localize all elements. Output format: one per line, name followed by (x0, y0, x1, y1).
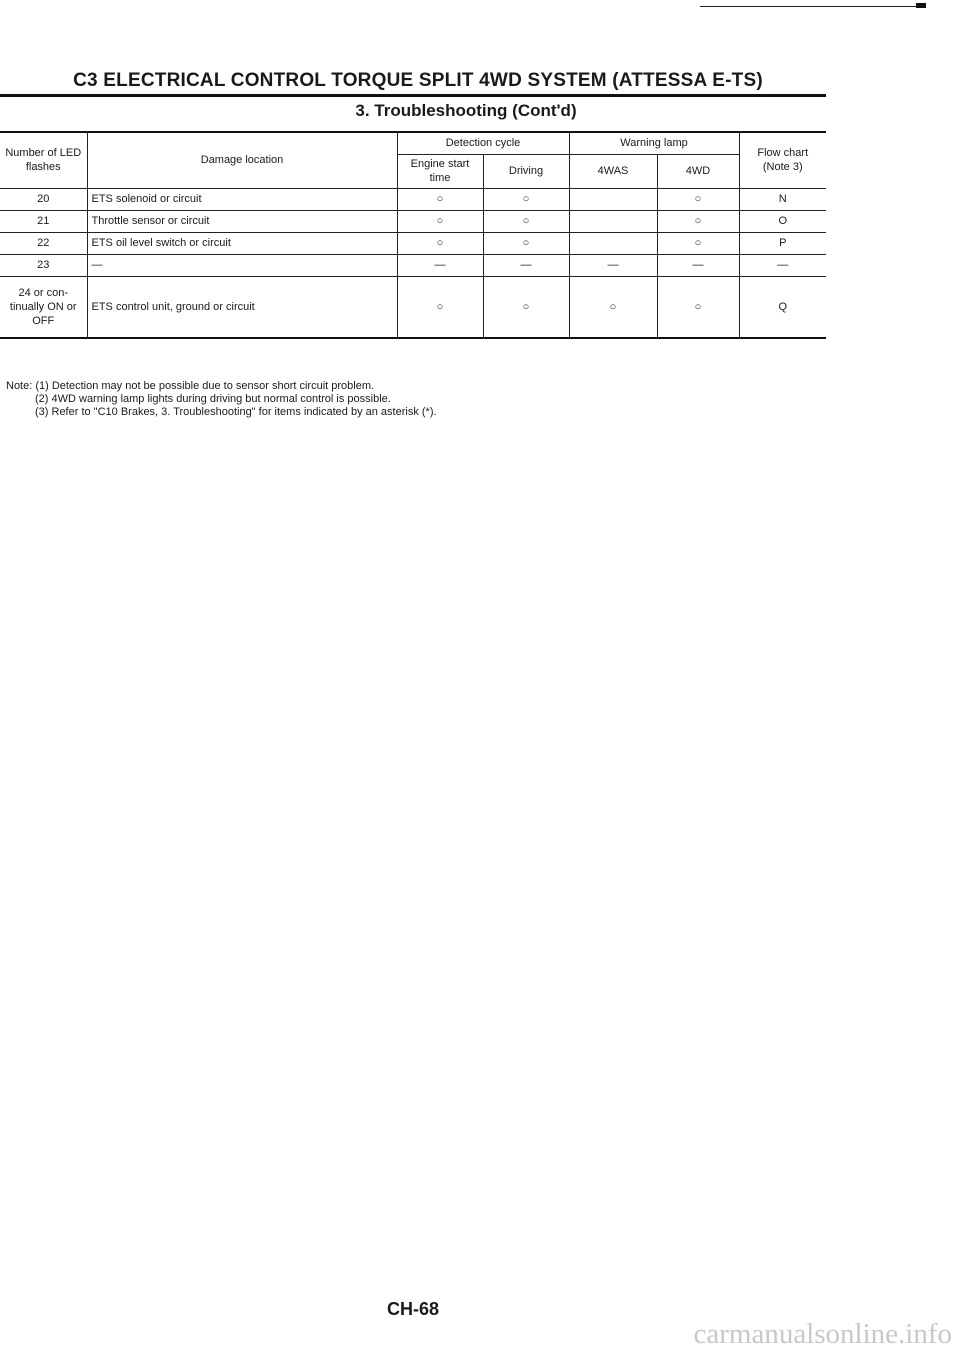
header-flow-chart: Flow chart (Note 3) (739, 132, 826, 188)
cell-flow-chart: N (739, 188, 826, 210)
notes (6, 380, 826, 419)
cell-4wd: ○ (657, 210, 739, 232)
cell-flashes: 20 (0, 188, 87, 210)
top-mark (916, 3, 926, 8)
header-engine-start: Engine start time (397, 154, 483, 188)
cell-flashes: 21 (0, 210, 87, 232)
cell-4was: ○ (569, 276, 657, 338)
cell-flashes: 22 (0, 232, 87, 254)
cell-flow-chart: O (739, 210, 826, 232)
cell-driving: ○ (483, 188, 569, 210)
cell-driving: — (483, 254, 569, 276)
cell-driving: ○ (483, 232, 569, 254)
cell-4was (569, 210, 657, 232)
header-4was: 4WAS (569, 154, 657, 188)
cell-location: ETS oil level switch or circuit (87, 232, 397, 254)
troubleshooting-table (0, 131, 826, 339)
table-row (0, 232, 826, 254)
table-row (0, 276, 826, 338)
cell-4was (569, 188, 657, 210)
section-title: 3. Troubleshooting (Cont'd) (355, 101, 577, 120)
page-number: CH-68 (386, 1299, 439, 1319)
header-driving: Driving (483, 154, 569, 188)
table-row (0, 188, 826, 210)
cell-location: Throttle sensor or circuit (87, 210, 397, 232)
cell-flashes: 24 or con-tinually ON or OFF (0, 276, 87, 338)
cell-location: — (87, 254, 397, 276)
note-3: (3) Refer to "C10 Brakes, 3. Troubleshooting" for items indicated by an asterisk (*). (35, 406, 437, 418)
page-title: C3 ELECTRICAL CONTROL TORQUE SPLIT 4WD SYSTEM (ATTESSA E-TS) (73, 70, 763, 91)
cell-engine: ○ (397, 276, 483, 338)
cell-4wd: — (657, 254, 739, 276)
note-1: Note: (1) Detection may not be possible due to sensor short circuit problem. (6, 380, 375, 392)
cell-flashes: 23 (0, 254, 87, 276)
table-row (0, 210, 826, 232)
note-2: (2) 4WD warning lamp lights during driving but normal control is possible. (35, 393, 391, 405)
cell-4wd: ○ (657, 188, 739, 210)
header-4wd: 4WD (657, 154, 739, 188)
cell-driving: ○ (483, 276, 569, 338)
top-rule (700, 6, 926, 7)
cell-driving: ○ (483, 210, 569, 232)
header-detection-cycle: Detection cycle (397, 132, 569, 154)
header-rule (0, 94, 826, 97)
cell-location: ETS solenoid or circuit (87, 188, 397, 210)
header-led-flashes: Number of LED flashes (0, 132, 87, 188)
cell-flow-chart: Q (739, 276, 826, 338)
cell-flow-chart: P (739, 232, 826, 254)
cell-location: ETS control unit, ground or circuit (87, 276, 397, 338)
cell-engine: ○ (397, 210, 483, 232)
cell-engine: — (397, 254, 483, 276)
cell-flow-chart: — (739, 254, 826, 276)
table-row (0, 254, 826, 276)
cell-4was: — (569, 254, 657, 276)
watermark: carmanualsonline.info (693, 1318, 952, 1350)
header-damage-location: Damage location (87, 132, 397, 188)
cell-engine: ○ (397, 188, 483, 210)
header-warning-lamp: Warning lamp (569, 132, 739, 154)
cell-engine: ○ (397, 232, 483, 254)
cell-4was (569, 232, 657, 254)
cell-4wd: ○ (657, 276, 739, 338)
cell-4wd: ○ (657, 232, 739, 254)
